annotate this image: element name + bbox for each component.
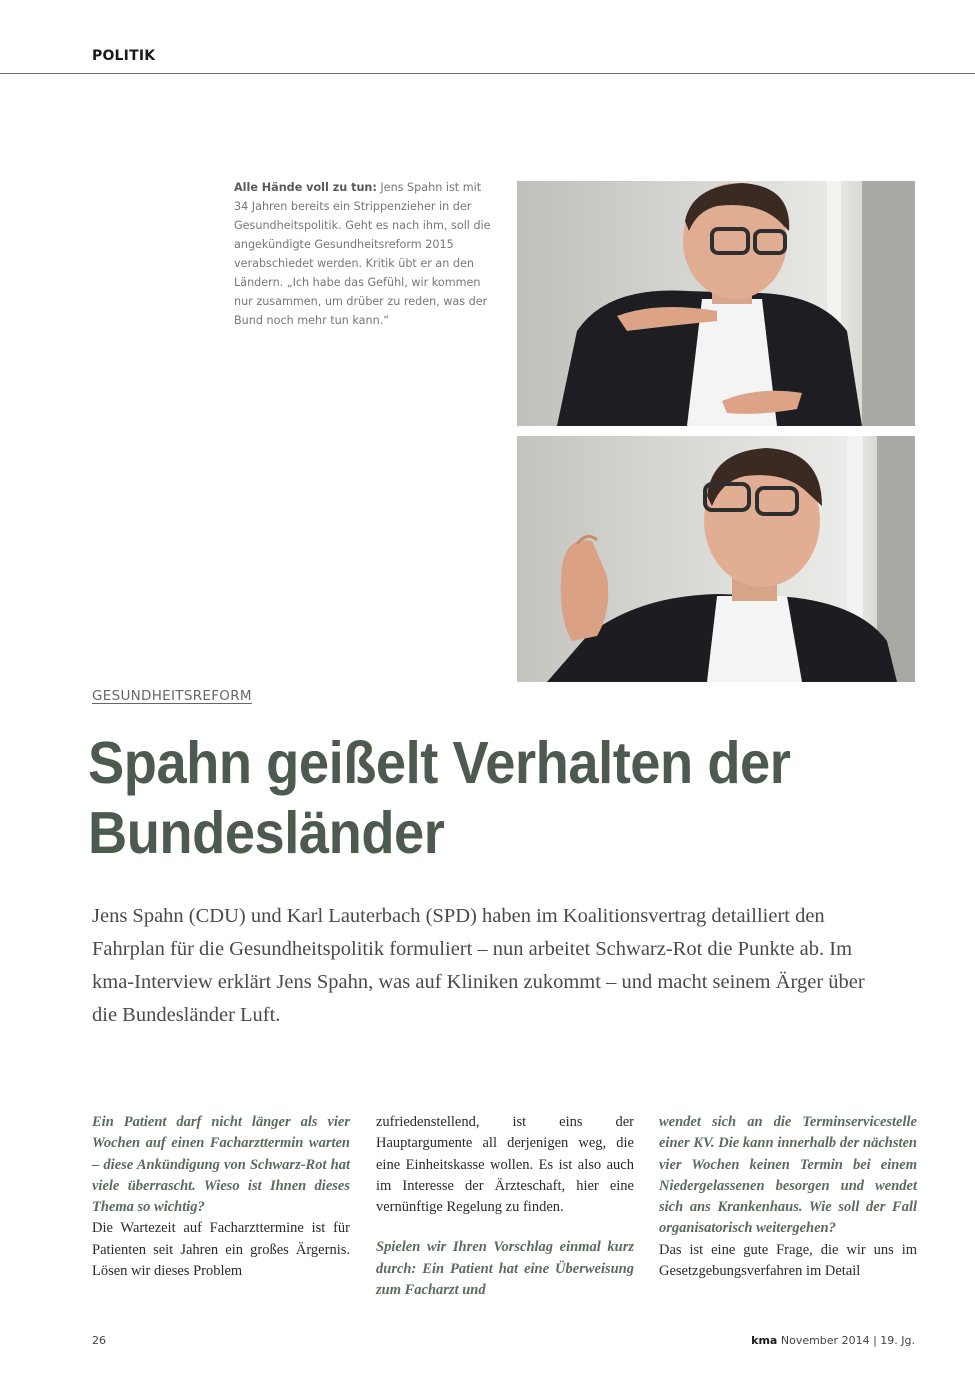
issue-info: November 2014 | 19. Jg.	[780, 1334, 915, 1347]
photo-bottom-image	[517, 436, 915, 682]
caption-text: Jens Spahn ist mit 34 Jahren bereits ein Strippenzieher in der Gesundheitspolitik. Geht es nach ihm, soll die angekündigte Gesundheitsreform 2015 verabschiedet werden. Kritik übt er an den Ländern. „Ich habe das Gefühl, wir kommen nur zusammen, um drüber zu reden, was der Bund noch mehr tun kann.“	[234, 181, 491, 327]
photo-caption	[234, 178, 492, 330]
article-lead: Jens Spahn (CDU) und Karl Lauterbach (SPD) haben im Koalitionsvertrag detailliert den Fahrplan für die Gesundheitspolitik formuliert – nun arbeitet Schwarz-Rot die Punkte ab. Im kma-Interview erklärt Jens Spahn, was auf Kliniken zukommt – und macht seinem Ärger über die Bundesländer Luft.	[92, 905, 865, 1026]
interview-answer: Das ist eine gute Frage, die wir uns im Gesetzgebungsverfahren im Detail	[659, 1241, 917, 1280]
article-kicker: GESUNDHEITSREFORM	[92, 688, 252, 704]
page-number: 26	[92, 1334, 106, 1347]
section-label: POLITIK	[92, 48, 156, 64]
article-headline	[88, 728, 861, 868]
photo-top-image	[517, 181, 915, 426]
interview-answer: Die Wartezeit auf Facharzttermine ist für Patienten seit Jahren ein großes Ärgernis. Lösen wir dieses Problem	[92, 1220, 350, 1280]
interview-answer: zufriedenstellend, ist eins der Hauptargumente all derjenigen weg, die eine Einheitskasse wollen. Es ist also auch im Interesse der Ärzteschaft, hier eine vernünftige Regelung zu finden.	[376, 1114, 634, 1216]
footer-issue	[751, 1334, 915, 1347]
interview-question: Spielen wir Ihren Vorschlag einmal kurz durch: Ein Patient hat eine Überweisung zum Facharzt und	[376, 1239, 634, 1299]
interview-question: wendet sich an die Terminservicestelle einer KV. Die kann innerhalb der nächsten vier Wochen keinen Termin bei einem Niedergelassenen besorgen und wendet sich ans Krankenhaus. Wie soll der Fall organisatorisch weitergehen?	[659, 1114, 917, 1237]
photo-bottom	[517, 436, 915, 682]
body-column-2	[376, 1112, 634, 1301]
header-rule	[0, 73, 975, 74]
caption-lead: Alle Hände voll zu tun:	[234, 181, 377, 194]
interview-question: Ein Patient darf nicht länger als vier Wochen auf einen Facharzttermin warten – diese Ankündigung von Schwarz-Rot hat viele überrascht. Wieso ist Ihnen dieses Thema so wichtig?	[92, 1114, 350, 1216]
photo-top	[517, 181, 915, 426]
body-column-1	[92, 1112, 350, 1282]
body-column-3	[659, 1112, 917, 1282]
headline-line-2: Bundesländer	[88, 800, 445, 866]
headline-line-1: Spahn geißelt Verhalten der	[88, 730, 791, 796]
magazine-brand: kma	[751, 1334, 778, 1347]
